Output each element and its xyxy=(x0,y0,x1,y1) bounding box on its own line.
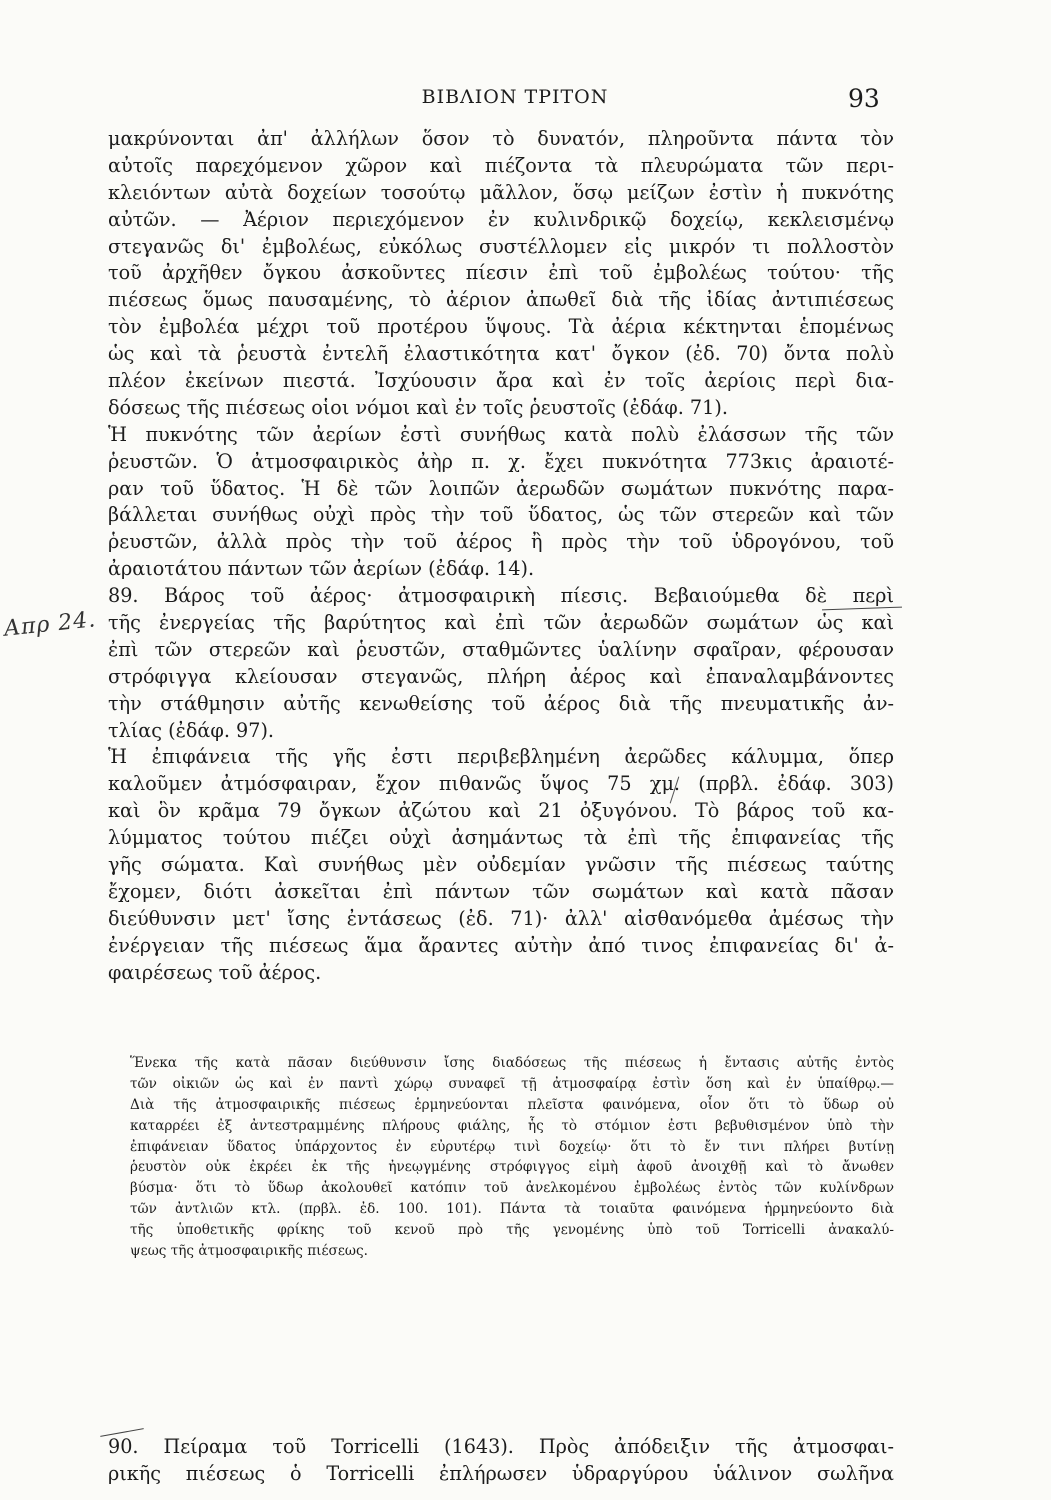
text-line: καλοῦμεν ἀτμόσφαιραν, ἔχον πιθανῶς ὕψος 75 χμ. (πρβλ. ἐδάφ. 303) xyxy=(108,772,894,796)
footnote-block xyxy=(130,1053,894,1262)
footnote-line: τῶν οἰκιῶν ὡς καὶ ἐν παντὶ χώρῳ συναφεῖ τῇ ἀτμοσφαίρᾳ ἐστὶν ὅση καὶ ἐν ὑπαίθρῳ.— xyxy=(130,1075,894,1092)
text-line: ὡς καὶ τὰ ῥευστὰ ἐντελῆ ἐλαστικότητα κατ' ὄγκον (ἐδ. 70) ὄντα πολὺ xyxy=(108,342,894,366)
text-line: δόσεως τῆς πιέσεως οἱοι νόμοι καὶ ἐν τοῖς ῥευστοῖς (ἐδάφ. 71). xyxy=(108,395,728,419)
page-number: 93 xyxy=(848,84,880,113)
handwritten-margin-note: Απρ 24. xyxy=(2,607,98,642)
text-line: βάλλεται συνήθως οὐχὶ πρὸς τὴν τοῦ ὕδατος, ὡς τῶν στερεῶν καὶ τῶν xyxy=(108,503,894,527)
section-90-block xyxy=(108,1434,894,1488)
text-line: ἔχομεν, διότι ἀσκεῖται ἐπὶ πάντων τῶν σωμάτων καὶ κατὰ πᾶσαν xyxy=(108,879,894,903)
footnote-line: Διὰ τῆς ἀτμοσφαιρικῆς πιέσεως ἑρμηνεύονται πλεῖστα φαινόμενα, οἷον ὅτι τὸ ὕδωρ οὐ xyxy=(130,1096,894,1113)
footnote-line: τῶν ἀντλιῶν κτλ. (πρβλ. ἐδ. 100. 101). Πάντα τὰ τοιαῦτα φαινόμενα ἡρμηνεύοντο διὰ xyxy=(130,1201,894,1218)
running-title: ΒΙΒΛΙΟΝ ΤΡΙΤΟΝ xyxy=(421,86,609,108)
text-line: διεύθυνσιν μετ' ἴσης ἐντάσεως (ἐδ. 71)· ἀλλ' αἰσθανόμεθα ἀμέσως τὴν xyxy=(108,906,894,930)
text-line: τὴν στάθμησιν αὐτῆς κενωθείσης τοῦ ἀέρος διὰ τῆς πνευματικῆς ἀν- xyxy=(108,691,894,715)
text-line: ρικῆς πιέσεως ὁ Torricelli ἐπλήρωσεν ὑδραργύρου ὑάλινον σωλῆνα xyxy=(108,1461,894,1485)
text-line: αὐτοῖς παρεχόμενον χῶρον καὶ πιέζοντα τὰ πλευρώματα τῶν περι- xyxy=(108,153,894,177)
text-line: Ἡ πυκνότης τῶν ἀερίων ἐστὶ συνήθως κατὰ πολὺ ἐλάσσων τῆς τῶν xyxy=(108,422,894,446)
text-line: μακρύνονται ἀπ' ἀλλήλων ὅσον τὸ δυνατόν, πληροῦντα πάντα τὸν xyxy=(108,127,894,150)
footnote-line: ἐπιφάνειαν ὕδατος ὑπάρχοντος ἐν εὐρυτέρῳ τινὶ δοχείῳ· ὅτι τὸ ἔν τινι πλήρει βυτίνῃ xyxy=(130,1138,894,1155)
text-line: ἀραιοτάτου πάντων τῶν ἀερίων (ἐδάφ. 14). xyxy=(108,557,535,581)
text-line: τῆς ἐνεργείας τῆς βαρύτητος καὶ ἐπὶ τῶν ἀερωδῶν σωμάτων ὡς καὶ xyxy=(108,611,894,635)
footnote-line: ῥευστὸν οὐκ ἐκρέει ἐκ τῆς ἠνεῳγμένης στρόφιγγος εἰμὴ ἀφοῦ ἀνοιχθῇ καὶ τὸ ἄνωθεν xyxy=(130,1159,894,1176)
text-line: ραν τοῦ ὕδατος. Ἡ δὲ τῶν λοιπῶν ἀερωδῶν σωμάτων πυκνότης παρα- xyxy=(108,476,894,500)
text-line: γῆς σώματα. Καὶ συνήθως μὲν οὐδεμίαν γνῶσιν τῆς πιέσεως ταύτης xyxy=(108,853,894,877)
text-line: ῥευστῶν, ἀλλὰ πρὸς τὴν τοῦ ἀέρος ἢ πρὸς τὴν τοῦ ὑδρογόνου, τοῦ xyxy=(108,530,894,554)
section-89-heading-line: 89. Βάρος τοῦ ἀέρος· ἀτμοσφαιρικὴ πίεσις. Βεβαιούμεθα δὲ περὶ xyxy=(108,584,894,608)
text-line: κλειόντων αὐτὰ δοχείων τοσούτῳ μᾶλλον, ὅσῳ μείζων ἐστὶν ἡ πυκνότης xyxy=(108,180,894,204)
text-line: τλίας (ἐδάφ. 97). xyxy=(108,718,275,742)
text-line: φαιρέσεως τοῦ ἀέρος. xyxy=(108,960,322,984)
text-line: πιέσεως ὅμως παυσαμένης, τὸ ἀέριον ἀπωθεῖ διὰ τῆς ἰδίας ἀντιπιέσεως xyxy=(108,288,894,312)
text-line: ἐπὶ τῶν στερεῶν καὶ ῥευστῶν, σταθμῶντες ὑαλίνην σφαῖραν, φέρουσαν xyxy=(108,637,894,661)
text-line: πλέον ἐκείνων πιεστά. Ἰσχύουσιν ἄρα καὶ ἐν τοῖς ἀερίοις περὶ δια- xyxy=(108,369,894,393)
text-line: ῥευστῶν. Ὁ ἀτμοσφαιρικὸς ἀὴρ π. χ. ἔχει πυκνότητα 773κις ἀραιοτέ- xyxy=(108,449,894,473)
text-line: ἐνέργειαν τῆς πιέσεως ἅμα ἄραντες αὐτὴν ἀπό τινος ἐπιφανείας δι' ἀ- xyxy=(108,933,894,957)
footnote-line: Ἕνεκα τῆς κατὰ πᾶσαν διεύθυνσιν ἴσης διαδόσεως τῆς πιέσεως ἡ ἔντασις αὐτῆς ἐντὸς xyxy=(130,1055,894,1071)
text-line: στεγανῶς δι' ἐμβολέως, εὐκόλως συστέλλομεν εἰς μικρόν τι πολλοστὸν xyxy=(108,234,894,258)
text-line: αὐτῶν. — Ἀέριον περιεχόμενον ἐν κυλινδρικῷ δοχείῳ, κεκλεισμένῳ xyxy=(108,207,894,231)
text-line: λύμματος τούτου πιέζει οὐχὶ ἀσημάντως τὰ ἐπὶ τῆς ἐπιφανείας τῆς xyxy=(108,826,894,850)
text-line: τοῦ ἀρχῆθεν ὄγκου ἀσκοῦντες πίεσιν ἐπὶ τοῦ ἐμβολέως τούτου· τῆς xyxy=(108,261,894,285)
main-text-block xyxy=(108,126,894,987)
footnote-line: τῆς ὑποθετικῆς φρίκης τοῦ κενοῦ πρὸ τῆς γενομένης ὑπὸ τοῦ Torricelli ἀνακαλύ- xyxy=(130,1222,894,1239)
text-line: τὸν ἐμβολέα μέχρι τοῦ προτέρου ὕψους. Τὰ ἀέρια κέκτηνται ἑπομένως xyxy=(108,315,894,339)
text-line: στρόφιγγα κλείουσαν στεγανῶς, πλήρη ἀέρος καὶ ἐπαναλαμβάνοντες xyxy=(108,664,894,688)
footnote-line: ψεως τῆς ἀτμοσφαιρικῆς πιέσεως. xyxy=(130,1243,368,1260)
text-line: καὶ ὃν κρᾶμα 79 ὄγκων ἀζώτου καὶ 21 ὀξυγόνου. Τὸ βάρος τοῦ κα- xyxy=(108,799,894,823)
footnote-line: βύσμα· ὅτι τὸ ὕδωρ ἀκολουθεῖ κατόπιν τοῦ ἀνελκομένου ἐμβολέως ἐντὸς τῶν κυλίνδρων xyxy=(130,1180,894,1197)
text-line: Ἡ ἐπιφάνεια τῆς γῆς ἐστι περιβεβλημένη ἀερῶδες κάλυμμα, ὅπερ xyxy=(108,745,894,769)
running-head xyxy=(0,86,1051,116)
footnote-line: καταρρέει ἐξ ἀντεστραμμένης πλήρους φιάλης, ἧς τὸ στόμιον ἐστι βεβυθισμένον ὑπὸ τὴν xyxy=(130,1117,894,1134)
section-90-heading-line: 90. Πείραμα τοῦ Torricelli (1643). Πρὸς ἀπόδειξιν τῆς ἀτμοσφαι- xyxy=(108,1435,894,1458)
